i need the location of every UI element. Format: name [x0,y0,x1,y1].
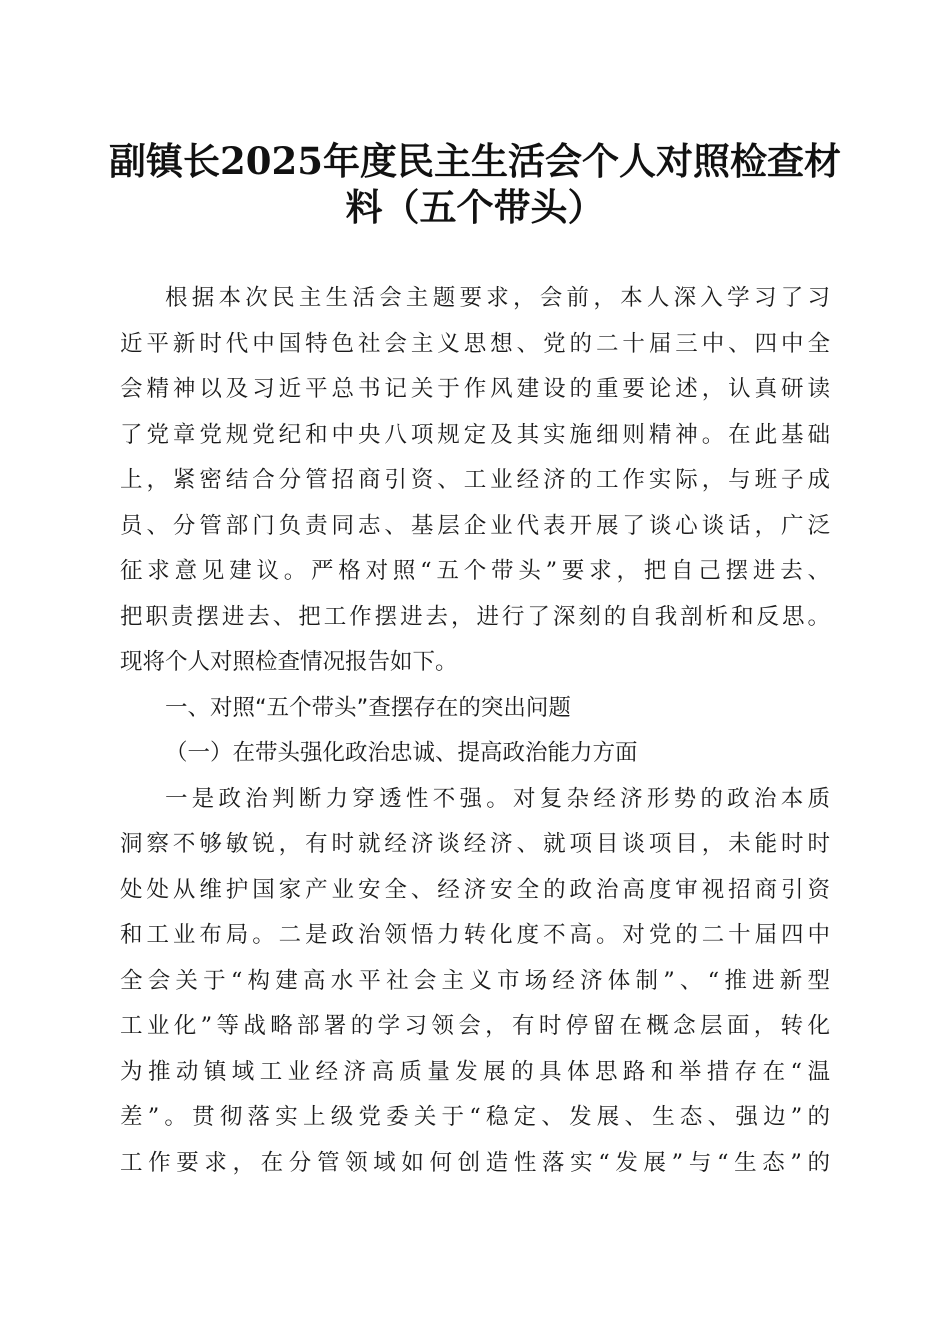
paragraph-line: 员、分管部门负责同志、基层企业代表开展了谈心谈话，广泛 [120,512,830,539]
paragraph-line: 洞察不够敏锐，有时就经济谈经济、就项目谈项目，未能时时 [120,831,830,857]
paragraph-line: 一是政治判断力穿透性不强。对复杂经济形势的政治本质 [165,785,830,812]
paragraph-line: 上，紧密结合分管招商引资、工业经济的工作实际，与班子成 [120,467,830,493]
paragraph-line: 现将个人对照检查情况报告如下。 [120,649,458,675]
paragraph-line: 了党章党规党纪和中央八项规定及其实施细则精神。在此基础 [120,421,830,448]
title-line-1: 副镇长2025年度民主生活会个人对照检查材 [109,139,841,183]
paragraph-line: 工作要求，在分管领域如何创造性落实“发展”与“生态”的 [120,1149,830,1176]
paragraph-line: 全会关于“构建高水平社会主义市场经济体制”、“推进新型 [120,967,830,994]
paragraph-line: 和工业布局。二是政治领悟力转化度不高。对党的二十届四中 [120,922,830,948]
paragraph-line: 处处从维护国家产业安全、经济安全的政治高度审视招商引资 [120,876,830,903]
section-heading: 一、对照“五个带头”查摆存在的突出问题 [165,694,571,721]
document-title [100,138,850,230]
document-body [120,276,830,1186]
paragraph-line: 为推动镇域工业经济高质量发展的具体思路和举措存在“温 [120,1058,830,1085]
problem-paragraph [120,777,830,1187]
paragraph-line: 会精神以及习近平总书记关于作风建设的重要论述，认真研读 [120,376,830,402]
paragraph-line: 近平新时代中国特色社会主义思想、党的二十届三中、四中全 [120,330,830,357]
paragraph-line: 征求意见建议。严格对照“五个带头”要求，把自己摆进去、 [120,558,830,584]
subsection-heading: （一）在带头强化政治忠诚、提高政治能力方面 [165,740,638,766]
paragraph-line: 把职责摆进去、把工作摆进去，进行了深刻的自我剖析和反思。 [120,603,830,630]
paragraph-line: 根据本次民主生活会主题要求，会前，本人深入学习了习 [165,285,830,311]
title-line-2: 料（五个带头） [345,185,605,229]
paragraph-line: 工业化”等战略部署的学习领会，有时停留在概念层面，转化 [120,1013,830,1039]
intro-paragraph [120,276,830,686]
paragraph-line: 差”。贯彻落实上级党委关于“稳定、发展、生态、强边”的 [120,1104,830,1130]
